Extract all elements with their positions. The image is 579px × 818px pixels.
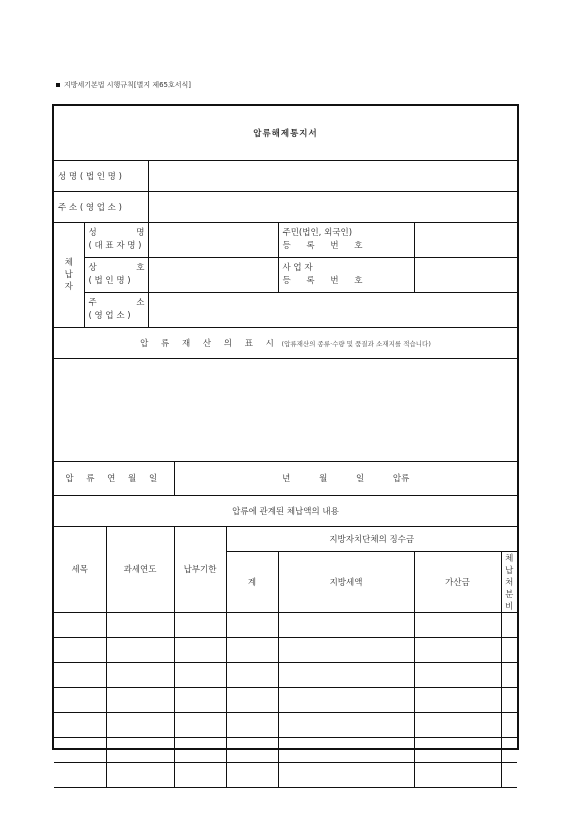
collection-group-header: 지방자치단체의 징수금 bbox=[226, 526, 517, 551]
cell-surcharge[interactable] bbox=[414, 712, 501, 737]
cell-surcharge[interactable] bbox=[414, 662, 501, 687]
debtor-name-label bbox=[84, 222, 148, 257]
col-disposition-cost: 체납처분비 bbox=[501, 551, 517, 612]
cell-tax-year[interactable] bbox=[106, 687, 174, 712]
cell-local-tax[interactable] bbox=[278, 637, 414, 662]
debtor-trade-label bbox=[84, 257, 148, 292]
cell-tax-year[interactable] bbox=[106, 762, 174, 787]
name-field[interactable] bbox=[148, 160, 517, 191]
cell-tax-item[interactable] bbox=[54, 637, 106, 662]
cell-tax-year[interactable] bbox=[106, 737, 174, 762]
cell-total[interactable] bbox=[226, 637, 278, 662]
cell-disposition-cost[interactable] bbox=[501, 662, 517, 687]
cell-disposition-cost[interactable] bbox=[501, 762, 517, 787]
arrears-row bbox=[54, 662, 517, 687]
cell-surcharge[interactable] bbox=[414, 762, 501, 787]
col-surcharge: 가산금 bbox=[414, 551, 501, 612]
cell-tax-item[interactable] bbox=[54, 762, 106, 787]
debtor-trade-label-line2: ( 법 인 명 ) bbox=[88, 275, 131, 286]
debtor-char-3: 자 bbox=[64, 281, 73, 292]
debtor-biz-label bbox=[278, 257, 414, 292]
debtor-char-1: 체 bbox=[64, 257, 73, 268]
arrears-section-title: 압류에 관계된 체납액의 내용 bbox=[54, 495, 517, 526]
arrears-row bbox=[54, 612, 517, 637]
cell-local-tax[interactable] bbox=[278, 712, 414, 737]
debtor-trade-field[interactable] bbox=[148, 257, 278, 292]
debtor-char-2: 납 bbox=[64, 269, 73, 280]
cell-due-date[interactable] bbox=[174, 612, 226, 637]
cell-surcharge[interactable] bbox=[414, 687, 501, 712]
arrears-row bbox=[54, 712, 517, 737]
debtor-biz-label-line2: 등 록 번 호 bbox=[282, 275, 363, 286]
cell-due-date[interactable] bbox=[174, 737, 226, 762]
cell-total[interactable] bbox=[226, 662, 278, 687]
square-bullet-icon bbox=[56, 83, 60, 87]
cell-disposition-cost[interactable] bbox=[501, 737, 517, 762]
debtor-id-label-line1: 주민(법인, 외국인) bbox=[282, 227, 353, 238]
cell-local-tax[interactable] bbox=[278, 612, 414, 637]
debtor-biz-label-line1: 사 업 자 bbox=[282, 262, 313, 273]
cell-total[interactable] bbox=[226, 712, 278, 737]
debtor-group-label bbox=[54, 222, 84, 327]
seized-property-label: 압 류 재 산 의 표 시 bbox=[140, 338, 279, 349]
debtor-name-field[interactable] bbox=[148, 222, 278, 257]
cell-due-date[interactable] bbox=[174, 637, 226, 662]
cell-total[interactable] bbox=[226, 762, 278, 787]
cell-tax-year[interactable] bbox=[106, 637, 174, 662]
cell-tax-item[interactable] bbox=[54, 612, 106, 637]
cell-local-tax[interactable] bbox=[278, 737, 414, 762]
form-title: 압류해제통지서 bbox=[54, 106, 517, 160]
cell-local-tax[interactable] bbox=[278, 662, 414, 687]
cell-due-date[interactable] bbox=[174, 662, 226, 687]
debtor-trade-label-line1: 상 호 bbox=[88, 262, 145, 273]
seizure-date-field[interactable]: 년 월 일 압류 bbox=[174, 461, 517, 495]
seized-property-header bbox=[54, 327, 517, 358]
cell-tax-item[interactable] bbox=[54, 737, 106, 762]
cell-surcharge[interactable] bbox=[414, 737, 501, 762]
debtor-biz-field[interactable] bbox=[414, 257, 517, 292]
cell-local-tax[interactable] bbox=[278, 687, 414, 712]
seized-property-note: (압류재산의 종류·수량 및 품질과 소재지를 적습니다) bbox=[281, 339, 431, 348]
debtor-id-field[interactable] bbox=[414, 222, 517, 257]
arrears-row bbox=[54, 687, 517, 712]
cell-surcharge[interactable] bbox=[414, 612, 501, 637]
form-reference-text: 지방세기본법 시행규칙[별지 제65호서식] bbox=[64, 81, 192, 89]
cell-local-tax[interactable] bbox=[278, 762, 414, 787]
debtor-name-label-line1: 성 명 bbox=[88, 227, 145, 238]
cell-tax-item[interactable] bbox=[54, 712, 106, 737]
arrears-row bbox=[54, 737, 517, 762]
debtor-address-label bbox=[84, 292, 148, 327]
seizure-release-form bbox=[52, 104, 519, 750]
cell-disposition-cost[interactable] bbox=[501, 712, 517, 737]
cell-disposition-cost[interactable] bbox=[501, 687, 517, 712]
cell-due-date[interactable] bbox=[174, 712, 226, 737]
address-field[interactable] bbox=[148, 191, 517, 222]
col-tax-year: 과세연도 bbox=[106, 526, 174, 612]
cell-disposition-cost[interactable] bbox=[501, 637, 517, 662]
debtor-id-label bbox=[278, 222, 414, 257]
col-due-date: 납부기한 bbox=[174, 526, 226, 612]
debtor-address-field[interactable] bbox=[148, 292, 517, 327]
debtor-address-label-line2: ( 영 업 소 ) bbox=[88, 310, 131, 321]
debtor-address-label-line1: 주 소 bbox=[88, 297, 145, 308]
debtor-name-label-line2: ( 대 표 자 명 ) bbox=[88, 240, 142, 251]
cell-disposition-cost[interactable] bbox=[501, 612, 517, 637]
seizure-date-label: 압 류 연 월 일 bbox=[54, 461, 174, 495]
name-label: 성 명 ( 법 인 명 ) bbox=[54, 160, 148, 191]
cell-due-date[interactable] bbox=[174, 687, 226, 712]
col-total: 계 bbox=[226, 551, 278, 612]
cell-due-date[interactable] bbox=[174, 762, 226, 787]
cell-surcharge[interactable] bbox=[414, 637, 501, 662]
arrears-row bbox=[54, 762, 517, 787]
cell-tax-year[interactable] bbox=[106, 712, 174, 737]
cell-tax-year[interactable] bbox=[106, 612, 174, 637]
cell-total[interactable] bbox=[226, 687, 278, 712]
cell-tax-item[interactable] bbox=[54, 662, 106, 687]
debtor-id-label-line2: 등 록 번 호 bbox=[282, 240, 363, 251]
cell-tax-year[interactable] bbox=[106, 662, 174, 687]
col-local-tax: 지방세액 bbox=[278, 551, 414, 612]
address-label: 주 소 ( 영 업 소 ) bbox=[54, 191, 148, 222]
cell-total[interactable] bbox=[226, 737, 278, 762]
col-tax-item: 세목 bbox=[54, 526, 106, 612]
form-reference-note bbox=[56, 80, 191, 90]
cell-tax-item[interactable] bbox=[54, 687, 106, 712]
cell-total[interactable] bbox=[226, 612, 278, 637]
seized-property-field[interactable] bbox=[54, 358, 517, 461]
arrears-row bbox=[54, 637, 517, 662]
